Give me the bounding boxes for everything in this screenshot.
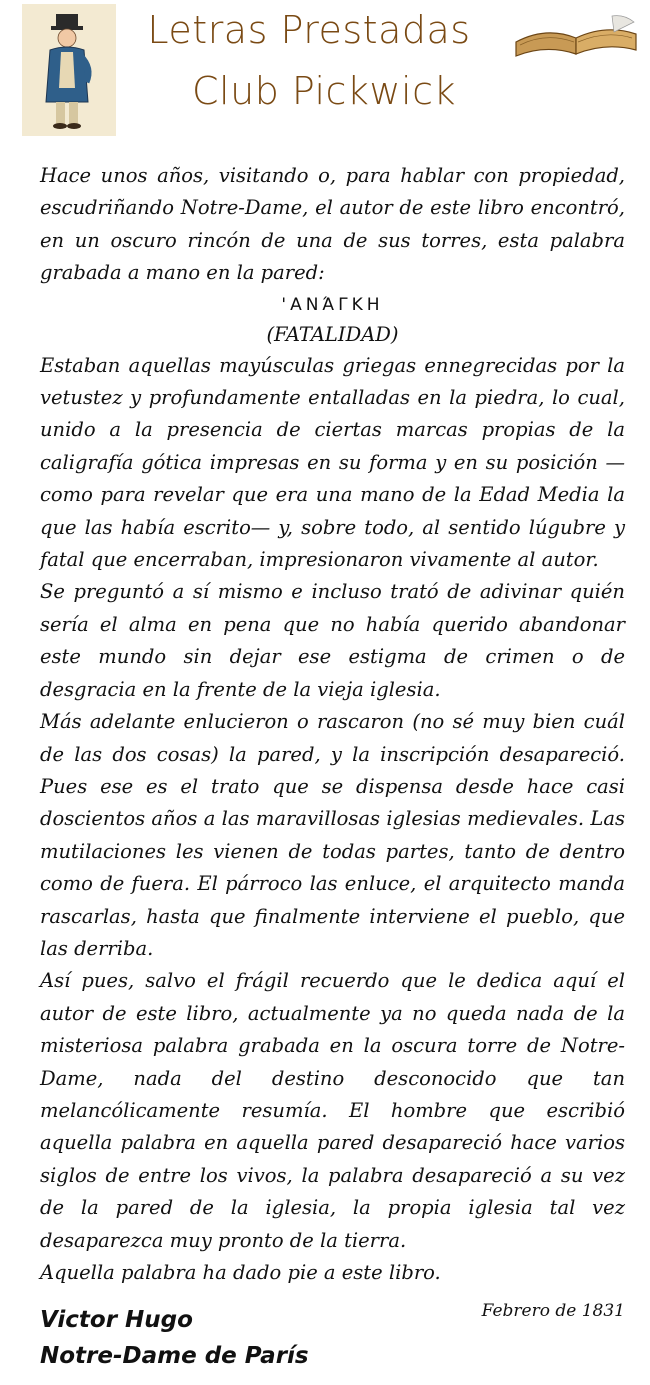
pickwick-illustration	[22, 4, 116, 136]
preface-text	[40, 160, 625, 1328]
brand-title-line1: Letras Prestadas	[147, 8, 471, 52]
paragraph: Se preguntó a sí mismo e incluso trató de adivinar quién sería el alma en pena que no había querido abandonar este mundo sin dejar ese estigma de crimen o de desgracia en la frente de la vieja iglesia.	[40, 580, 625, 701]
brand-title	[147, 0, 490, 122]
greek-inscription: 'ΑΝΆΓΚΗ	[281, 294, 384, 315]
paragraph: Así pues, salvo el frágil recuerdo que le dedica aquí el autor de este libro, actualmente ya no queda nada de la misteriosa palabra grabada en la oscura torre de Notre-Dame, nada del destino desconocido que tan melancólicamente resumía. El hombre que escribió aquella palabra en aquella pared desapareció hace varios siglos de entre los vivos, la palabra desapareció a su vez de la pared de la iglesia, la propia iglesia tal vez desaparezca muy pronto de la tierra.	[40, 969, 625, 1252]
paragraph: Más adelante enlucieron o rascaron (no sé muy bien cuál de las dos cosas) la pared, y la inscripción desapareció. Pues ese es el trato que se dispensa desde hace casi doscientos años a las maravillosas iglesias medievales. Las mutilaciones les vienen de todas partes, tanto de dentro como de fuera. El párroco las enluce, el arquitecto manda rascarlas, hasta que finalmente interviene el pueblo, que las derriba.	[40, 710, 625, 960]
header	[0, 0, 650, 140]
paragraph: Hace unos años, visitando o, para hablar con propiedad, escudriñando Notre-Dame, el autor de este libro encontró, en un oscuro rincón de una de sus torres, esta palabra grabada a mano en la pared:	[40, 164, 625, 285]
date: Febrero de 1831	[481, 1301, 625, 1322]
footer-credit	[40, 1302, 309, 1374]
book-title: Notre-Dame de París	[40, 1343, 309, 1369]
paragraph: Estaban aquellas mayúsculas griegas ennegrecidas por la vetustez y profundamente entalladas en la piedra, lo cual, unido a la presencia de ciertas marcas propias de la caligrafía gótica impresas en su forma y en su posición —como para revelar que era una mano de la Edad Media la que las había escrito— y, sobre todo, al sentido lúgubre y fatal que encerraban, impresionaron vivamente al autor.	[40, 353, 625, 572]
paragraph: Aquella palabra ha dado pie a este libro.	[40, 1261, 441, 1284]
open-book-icon	[512, 12, 642, 62]
greek-translation: (FATALIDAD)	[266, 322, 399, 346]
author-name: Victor Hugo	[40, 1307, 193, 1333]
brand-title-line2: Club Pickwick	[192, 69, 456, 113]
